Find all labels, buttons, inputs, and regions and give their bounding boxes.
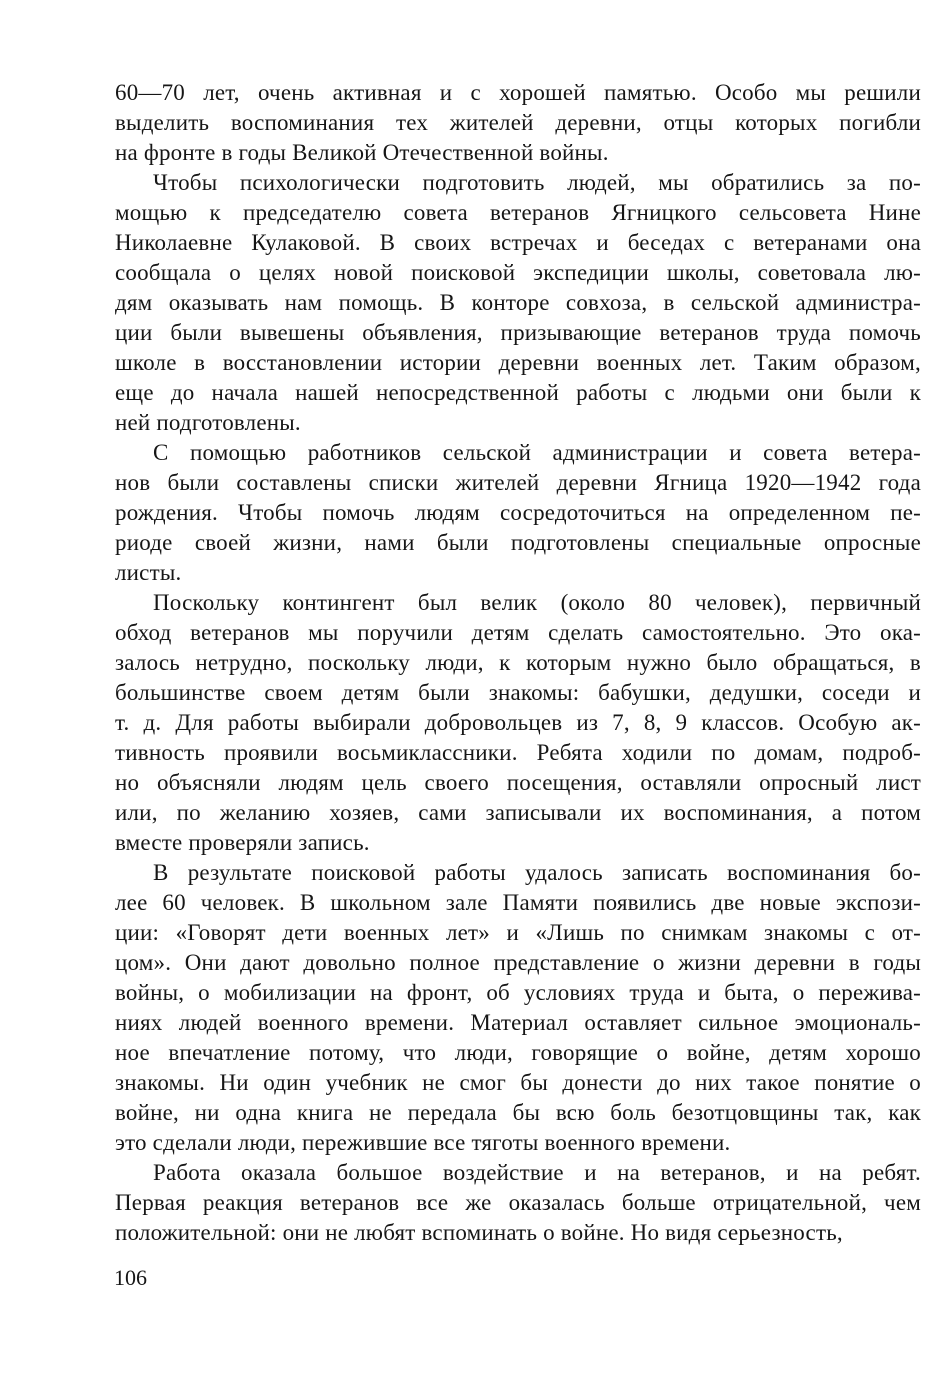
- text-line: знакомы. Ни один учебник не смог бы донести до них такое понятие о: [115, 1070, 921, 1095]
- text-line: Чтобы психологически подготовить людей, мы обратились за по-: [153, 170, 921, 195]
- text-line: листы.: [115, 560, 182, 585]
- text-line: школе в восстановлении истории деревни военных лет. Таким образом,: [115, 350, 921, 375]
- text-line: лее 60 человек. В школьном зале Памяти появились две новые экспози-: [115, 890, 921, 915]
- text-line: Работа оказала большое воздействие и на ветеранов, и на ребят.: [153, 1160, 921, 1185]
- text-line: т. д. Для работы выбирали добровольцев из 7, 8, 9 классов. Особую ак-: [115, 710, 921, 735]
- text-line: положительной: они не любят вспоминать о войне. Но видя серьезность,: [115, 1220, 843, 1245]
- text-line: В результате поисковой работы удалось записать воспоминания бо-: [153, 860, 921, 885]
- text-line: дям оказывать нам помощь. В конторе совхоза, в сельской администра-: [115, 290, 921, 315]
- paragraph: [115, 438, 921, 588]
- text-line: обход ветеранов мы поручили детям сделать самостоятельно. Это ока-: [115, 620, 921, 645]
- text-line: С помощью работников сельской администрации и совета ветера-: [153, 440, 921, 465]
- text-line: риоде своей жизни, нами были подготовлены специальные опросные: [115, 530, 921, 555]
- text-line: войне, ни одна книга не передала бы всю боль безотцовщины так, как: [115, 1100, 921, 1125]
- text-line: ниях людей военного времени. Материал оставляет сильное эмоциональ-: [115, 1010, 921, 1035]
- text-line: сообщала о целях новой поисковой экспедиции школы, советовала лю-: [115, 260, 921, 285]
- text-line: тивность проявили восьмиклассники. Ребята ходили по домам, подроб-: [115, 740, 921, 765]
- text-line: цом». Они дают довольно полное представление о жизни деревни в годы: [115, 950, 921, 975]
- paragraph: [115, 858, 921, 1158]
- text-line: вместе проверяли запись.: [115, 830, 370, 855]
- text-line: войны, о мобилизации на фронт, об условиях труда и быта, о пережива-: [115, 980, 921, 1005]
- text-line: Поскольку контингент был велик (около 80 человек), первичный: [153, 590, 921, 615]
- text-line: выделить воспоминания тех жителей деревни, отцы которых погибли: [115, 110, 921, 135]
- text-line: еще до начала нашей непосредственной работы с людьми они были к: [115, 380, 921, 405]
- text-line: ции были вывешены объявления, призывающие ветеранов труда помочь: [115, 320, 921, 345]
- text-line: или, по желанию хозяев, сами записывали их воспоминания, а потом: [115, 800, 921, 825]
- paragraph: [115, 168, 921, 438]
- text-line: ней подготовлены.: [115, 410, 301, 435]
- paragraph: [115, 588, 921, 858]
- text-line: рождения. Чтобы помочь людям сосредоточиться на определенном пе-: [115, 500, 921, 525]
- text-line: залось нетрудно, поскольку люди, к которым нужно было обращаться, в: [115, 650, 921, 675]
- text-line: Николаевне Кулаковой. В своих встречах и беседах с ветеранами она: [115, 230, 921, 255]
- text-line: ции: «Говорят дети военных лет» и «Лишь по снимкам знакомы с от-: [115, 920, 921, 945]
- page-number: 106: [114, 1265, 147, 1290]
- paragraph: [115, 78, 921, 168]
- text-line: 60—70 лет, очень активная и с хорошей памятью. Особо мы решили: [115, 80, 921, 105]
- text-line: нов были составлены списки жителей деревни Ягница 1920—1942 года: [115, 470, 921, 495]
- text-line: Первая реакция ветеранов все же оказалась больше отрицательной, чем: [115, 1190, 921, 1215]
- text-line: большинстве своем детям были знакомы: бабушки, дедушки, соседи и: [115, 680, 921, 705]
- paragraph: [115, 1158, 921, 1248]
- text-line: но объясняли людям цель своего посещения, оставляли опросный лист: [115, 770, 921, 795]
- text-line: на фронте в годы Великой Отечественной войны.: [115, 140, 609, 165]
- text-line: мощью к председателю совета ветеранов Ягницкого сельсовета Нине: [115, 200, 921, 225]
- text-line: это сделали люди, пережившие все тяготы военного времени.: [115, 1130, 731, 1155]
- page-text: [115, 78, 921, 1248]
- text-line: ное впечатление потому, что люди, говорящие о войне, детям хорошо: [115, 1040, 921, 1065]
